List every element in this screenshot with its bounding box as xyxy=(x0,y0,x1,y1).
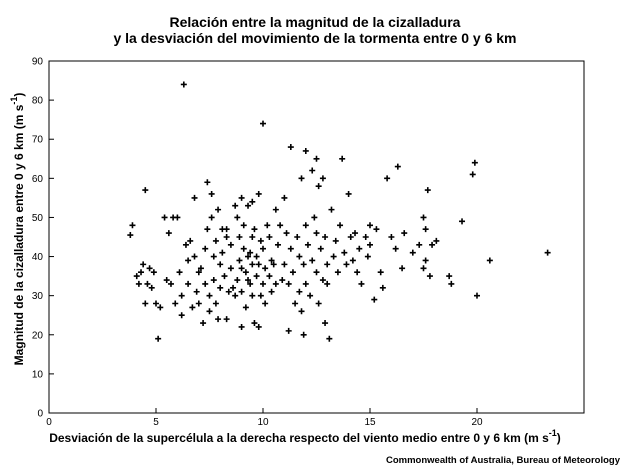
data-point xyxy=(232,293,238,299)
data-point xyxy=(142,300,148,306)
data-point xyxy=(314,156,320,162)
data-point xyxy=(209,214,215,220)
data-point xyxy=(303,222,309,228)
data-point xyxy=(249,293,255,299)
data-point xyxy=(423,226,429,232)
data-point xyxy=(459,218,465,224)
y-tick-label: 70 xyxy=(31,134,43,146)
data-point xyxy=(322,320,328,326)
x-tick-label: 10 xyxy=(257,417,269,428)
chart-title-line-1: Relación entre la magnitud de la cizalladura xyxy=(169,14,461,30)
data-point xyxy=(140,261,146,267)
data-point xyxy=(219,250,225,256)
data-point xyxy=(224,226,230,232)
data-point xyxy=(234,214,240,220)
data-point xyxy=(245,203,251,209)
data-point xyxy=(286,328,292,334)
data-point xyxy=(243,269,249,275)
data-point xyxy=(153,300,159,306)
data-point xyxy=(423,257,429,263)
data-point xyxy=(164,277,170,283)
data-point xyxy=(273,281,279,287)
data-point xyxy=(427,273,433,279)
data-point xyxy=(296,289,302,295)
data-point xyxy=(388,234,394,240)
data-point xyxy=(196,300,202,306)
data-point xyxy=(301,261,307,267)
data-point xyxy=(179,293,185,299)
data-point xyxy=(303,281,309,287)
data-point xyxy=(264,222,270,228)
data-point xyxy=(299,308,305,314)
data-point xyxy=(251,226,257,232)
data-point xyxy=(339,156,345,162)
data-point xyxy=(337,222,343,228)
data-point xyxy=(545,250,551,256)
data-point xyxy=(215,207,221,213)
data-point xyxy=(314,269,320,275)
data-point xyxy=(217,261,223,267)
chart-title-line-2: y la desviación del movimiento de la tormenta entre 0 y 6 km xyxy=(113,30,517,46)
data-point xyxy=(142,187,148,193)
data-point xyxy=(138,269,144,275)
data-point xyxy=(136,281,142,287)
data-point xyxy=(367,222,373,228)
y-tick-label: 30 xyxy=(31,291,43,303)
data-point xyxy=(279,277,285,283)
data-point xyxy=(314,230,320,236)
data-point xyxy=(352,230,358,236)
y-tick-label: 60 xyxy=(31,173,43,185)
data-point xyxy=(166,230,172,236)
y-axis xyxy=(32,57,54,420)
x-tick-label: 15 xyxy=(364,417,376,428)
data-point xyxy=(213,300,219,306)
data-point xyxy=(228,265,234,271)
data-point xyxy=(446,273,452,279)
data-point xyxy=(266,234,272,240)
data-point xyxy=(215,316,221,322)
x-tick-label: 5 xyxy=(153,417,159,428)
data-point xyxy=(209,191,215,197)
data-point xyxy=(348,234,354,240)
data-point xyxy=(393,246,399,252)
data-point xyxy=(266,273,272,279)
data-point xyxy=(269,289,275,295)
data-point xyxy=(211,277,217,283)
data-point xyxy=(373,226,379,232)
data-point xyxy=(258,238,264,244)
data-point xyxy=(243,304,249,310)
data-point xyxy=(157,304,163,310)
data-point xyxy=(211,254,217,260)
data-point xyxy=(410,250,416,256)
data-point xyxy=(174,214,180,220)
plot-frame xyxy=(49,61,584,413)
data-point xyxy=(273,207,279,213)
y-tick-label: 90 xyxy=(31,56,43,68)
data-point xyxy=(305,242,311,248)
data-point xyxy=(421,265,427,271)
data-point xyxy=(416,242,422,248)
data-point xyxy=(230,285,236,291)
data-point xyxy=(399,265,405,271)
data-point xyxy=(239,289,245,295)
data-point xyxy=(262,265,268,271)
data-point xyxy=(151,269,157,275)
y-tick-label: 0 xyxy=(37,408,43,420)
data-point xyxy=(147,265,153,271)
data-point xyxy=(401,230,407,236)
data-point xyxy=(421,214,427,220)
data-point xyxy=(162,214,168,220)
data-point xyxy=(316,300,322,306)
data-point xyxy=(284,230,290,236)
data-point xyxy=(328,207,334,213)
data-point xyxy=(258,293,264,299)
data-point xyxy=(168,281,174,287)
data-point xyxy=(149,285,155,291)
data-point xyxy=(281,261,287,267)
data-point xyxy=(318,246,324,252)
data-point xyxy=(395,164,401,170)
data-point xyxy=(277,222,283,228)
y-tick-label: 80 xyxy=(31,95,43,107)
data-point xyxy=(202,246,208,252)
data-point xyxy=(224,234,230,240)
data-point xyxy=(254,273,260,279)
data-point xyxy=(448,281,454,287)
data-point xyxy=(127,232,133,238)
data-point xyxy=(207,293,213,299)
data-point xyxy=(239,195,245,201)
data-point xyxy=(487,257,493,263)
data-point xyxy=(358,281,364,287)
data-point xyxy=(292,300,298,306)
data-point xyxy=(322,234,328,240)
data-point xyxy=(260,121,266,127)
source-credit: Commonwealth of Australia, Bureau of Meteorology xyxy=(385,455,620,466)
data-point xyxy=(234,277,240,283)
data-point xyxy=(207,308,213,314)
data-point xyxy=(286,281,292,287)
data-point xyxy=(316,183,322,189)
data-point xyxy=(311,214,317,220)
data-point xyxy=(341,250,347,256)
data-point xyxy=(320,175,326,181)
data-point xyxy=(256,191,262,197)
data-point xyxy=(202,281,208,287)
data-point xyxy=(320,277,326,283)
data-point xyxy=(187,238,193,244)
data-point xyxy=(213,238,219,244)
data-point xyxy=(239,324,245,330)
data-point xyxy=(326,336,332,342)
data-point xyxy=(309,168,315,174)
data-point xyxy=(371,297,377,303)
data-point xyxy=(260,281,266,287)
data-point xyxy=(303,148,309,154)
data-point xyxy=(236,257,242,263)
data-point xyxy=(384,175,390,181)
data-point xyxy=(356,246,362,252)
data-point xyxy=(241,246,247,252)
data-point xyxy=(260,246,266,252)
data-point xyxy=(192,254,198,260)
data-point xyxy=(172,300,178,306)
x-axis xyxy=(46,408,483,428)
y-tick-label: 50 xyxy=(31,212,43,224)
data-point xyxy=(365,254,371,260)
data-point xyxy=(155,336,161,342)
data-point xyxy=(350,257,356,263)
data-point xyxy=(249,261,255,267)
data-point xyxy=(470,171,476,177)
data-point xyxy=(433,238,439,244)
data-point xyxy=(204,179,210,185)
data-point xyxy=(129,222,135,228)
data-point xyxy=(256,324,262,330)
data-point xyxy=(380,285,386,291)
y-tick-label: 20 xyxy=(31,330,43,342)
data-point xyxy=(179,312,185,318)
x-tick-label: 0 xyxy=(46,417,52,428)
data-points xyxy=(127,81,550,341)
data-point xyxy=(194,289,200,295)
data-point xyxy=(324,261,330,267)
data-point xyxy=(224,316,230,322)
y-axis-label: Magnitud de la cizalladura entre 0 y 6 km (m $s^{-1}$) xyxy=(9,92,26,366)
data-point xyxy=(256,261,262,267)
data-point xyxy=(134,273,140,279)
data-point xyxy=(275,242,281,248)
data-point xyxy=(335,269,341,275)
data-point xyxy=(343,261,349,267)
data-point xyxy=(474,293,480,299)
data-point xyxy=(354,269,360,275)
data-point xyxy=(183,242,189,248)
y-tick-label: 40 xyxy=(31,252,43,264)
x-tick-label: 20 xyxy=(471,417,483,428)
data-point xyxy=(144,281,150,287)
data-point xyxy=(294,234,300,240)
data-point xyxy=(281,195,287,201)
data-point xyxy=(221,273,227,279)
data-point xyxy=(204,226,210,232)
data-point xyxy=(254,254,260,260)
data-point xyxy=(249,234,255,240)
data-point xyxy=(185,281,191,287)
data-point xyxy=(333,238,339,244)
x-axis-label: Desviación de la supercélula a la derecha respecto del viento medio entre 0 y 6 km (m $s^{-1}$) xyxy=(49,428,561,445)
data-point xyxy=(217,285,223,291)
data-point xyxy=(249,199,255,205)
data-point xyxy=(296,254,302,260)
data-point xyxy=(239,265,245,271)
data-point xyxy=(301,332,307,338)
data-point xyxy=(288,144,294,150)
data-point xyxy=(307,293,313,299)
data-point xyxy=(346,191,352,197)
data-point xyxy=(290,269,296,275)
data-point xyxy=(232,203,238,209)
data-point xyxy=(181,81,187,87)
data-point xyxy=(189,304,195,310)
y-tick-label: 10 xyxy=(31,369,43,381)
data-point xyxy=(363,234,369,240)
data-point xyxy=(192,195,198,201)
data-point xyxy=(262,300,268,306)
data-point xyxy=(324,281,330,287)
data-point xyxy=(177,269,183,275)
data-point xyxy=(425,187,431,193)
data-point xyxy=(331,254,337,260)
data-point xyxy=(226,289,232,295)
data-point xyxy=(367,242,373,248)
data-point xyxy=(236,234,242,240)
data-point xyxy=(200,320,206,326)
data-point xyxy=(472,160,478,166)
data-point xyxy=(429,242,435,248)
data-point xyxy=(299,175,305,181)
data-point xyxy=(251,320,257,326)
data-point xyxy=(309,257,315,263)
data-point xyxy=(228,242,234,248)
data-point xyxy=(288,246,294,252)
data-point xyxy=(241,222,247,228)
data-point xyxy=(185,257,191,263)
data-point xyxy=(378,269,384,275)
